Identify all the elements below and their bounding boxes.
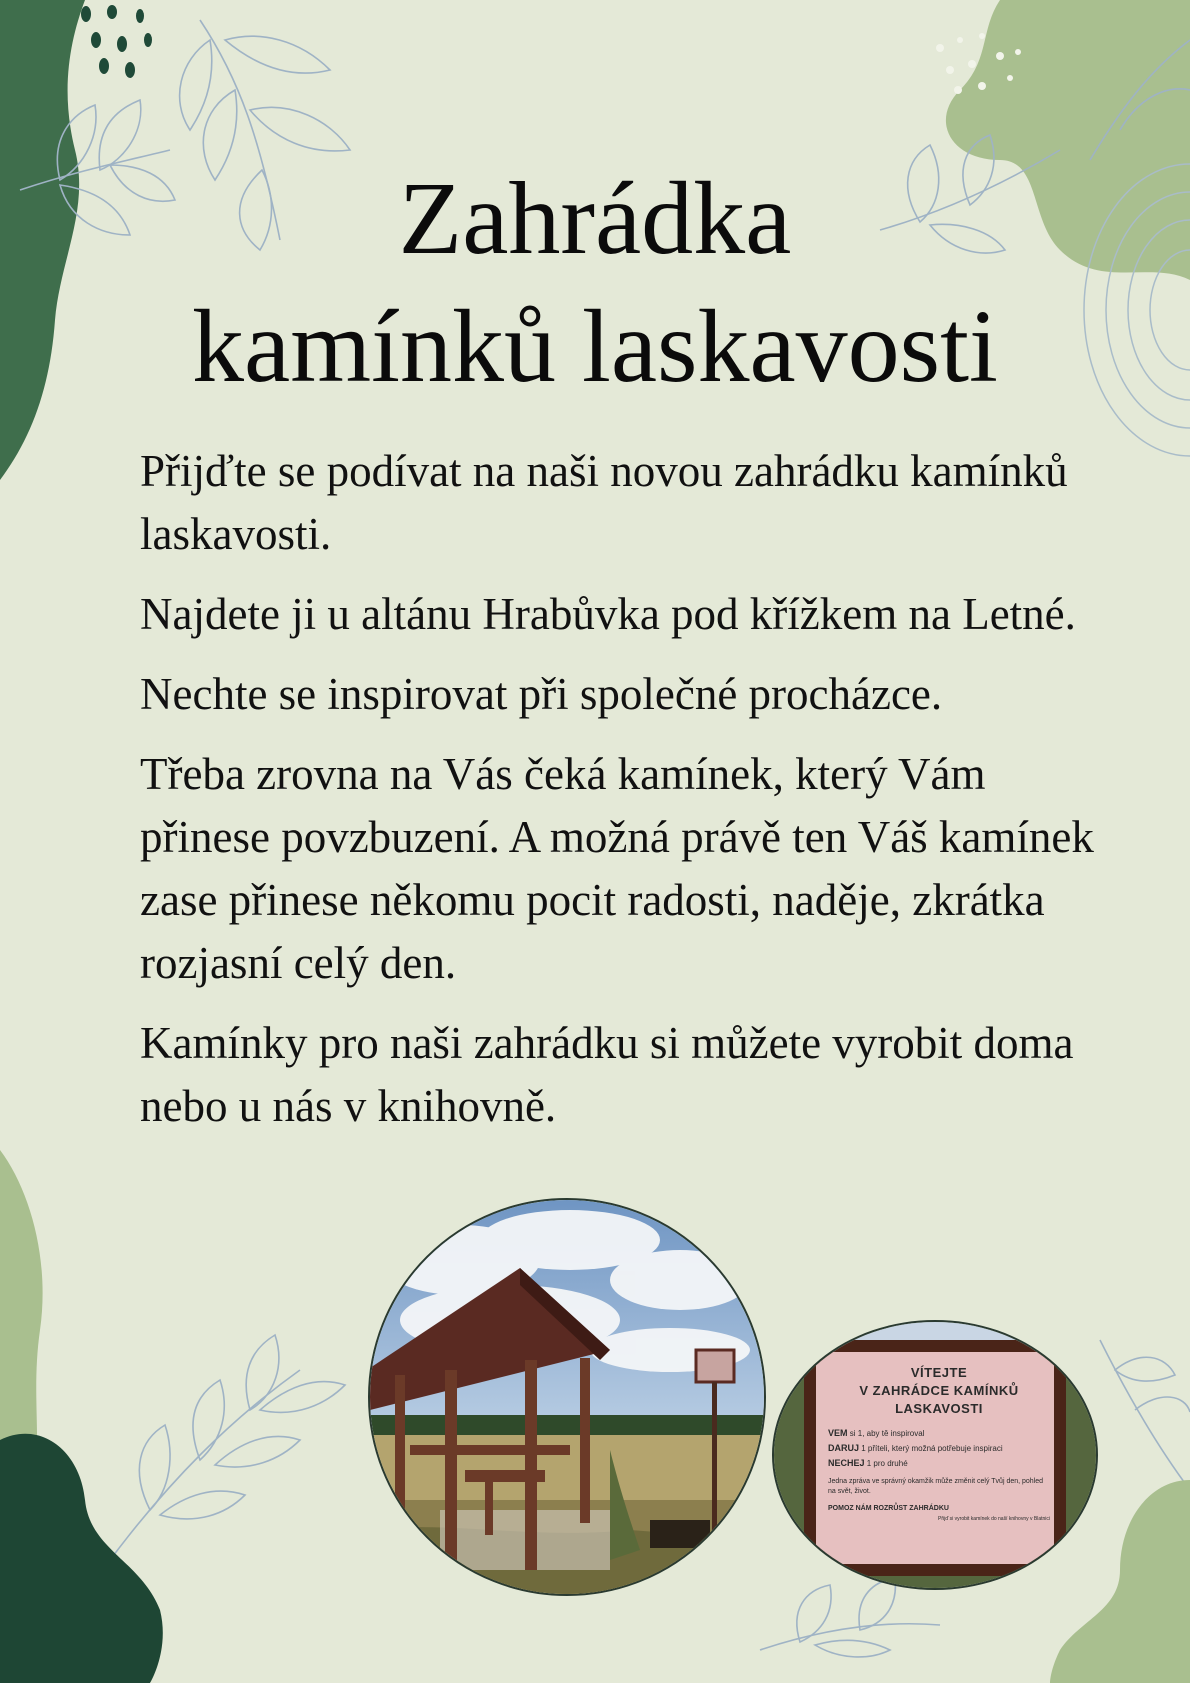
welcome-sign: [828, 1364, 1050, 1522]
poster-body: [140, 440, 1100, 1155]
gazebo-photo: [368, 1198, 766, 1596]
sign-line-leave: NECHEJ 1 pro druhé: [828, 1458, 908, 1468]
paragraph-encouragement: Třeba zrovna na Vás čeká kamínek, který Vám přinese povzbuzení. A možná právě ten Váš kamínek zase přinese někomu pocit radosti, naděje, zkrátka rozjasní celý den.: [140, 749, 1094, 988]
sign-note: Jedna zpráva ve správný okamžik může změnit celý Tvůj den, pohled na svět, život.: [828, 1478, 1044, 1495]
paragraph-make-stones: Kamínky pro naši zahrádku si můžete vyrobit doma nebo u nás v knihovně.: [140, 1018, 1074, 1131]
page-title: [60, 155, 1130, 411]
bottom-left-dark-blob: [0, 1434, 163, 1683]
paragraph-inspiration: Nechte se inspirovat při společné procházce.: [140, 669, 943, 719]
top-left-dots: [81, 5, 152, 78]
welcome-sign-photo: [772, 1320, 1098, 1590]
sign-line-take: VEM si 1, aby tě inspiroval: [828, 1428, 925, 1438]
sign-title-1: VÍTEJTE: [910, 1365, 968, 1380]
title-line-2: kamínků laskavosti: [192, 289, 998, 404]
paragraph-invitation: Přijďte se podívat na naši novou zahrádku kamínků laskavosti.: [140, 446, 1068, 559]
sign-title-2: V ZAHRÁDCE KAMÍNKŮ LASKAVOSTI: [859, 1383, 1019, 1416]
sign-line-give: DARUJ 1 příteli, který možná potřebuje inspiraci: [828, 1443, 1003, 1453]
title-line-1: Zahrádka: [398, 161, 792, 276]
sign-help: POMOZ NÁM ROZRŮST ZAHRÁDKU: [828, 1505, 949, 1512]
paragraph-location: Najdete ji u altánu Hrabůvka pod křížkem na Letné.: [140, 589, 1076, 639]
sign-footer: Přijď si vyrobit kamínek do naší knihovny v Blatnici: [937, 1516, 1050, 1522]
